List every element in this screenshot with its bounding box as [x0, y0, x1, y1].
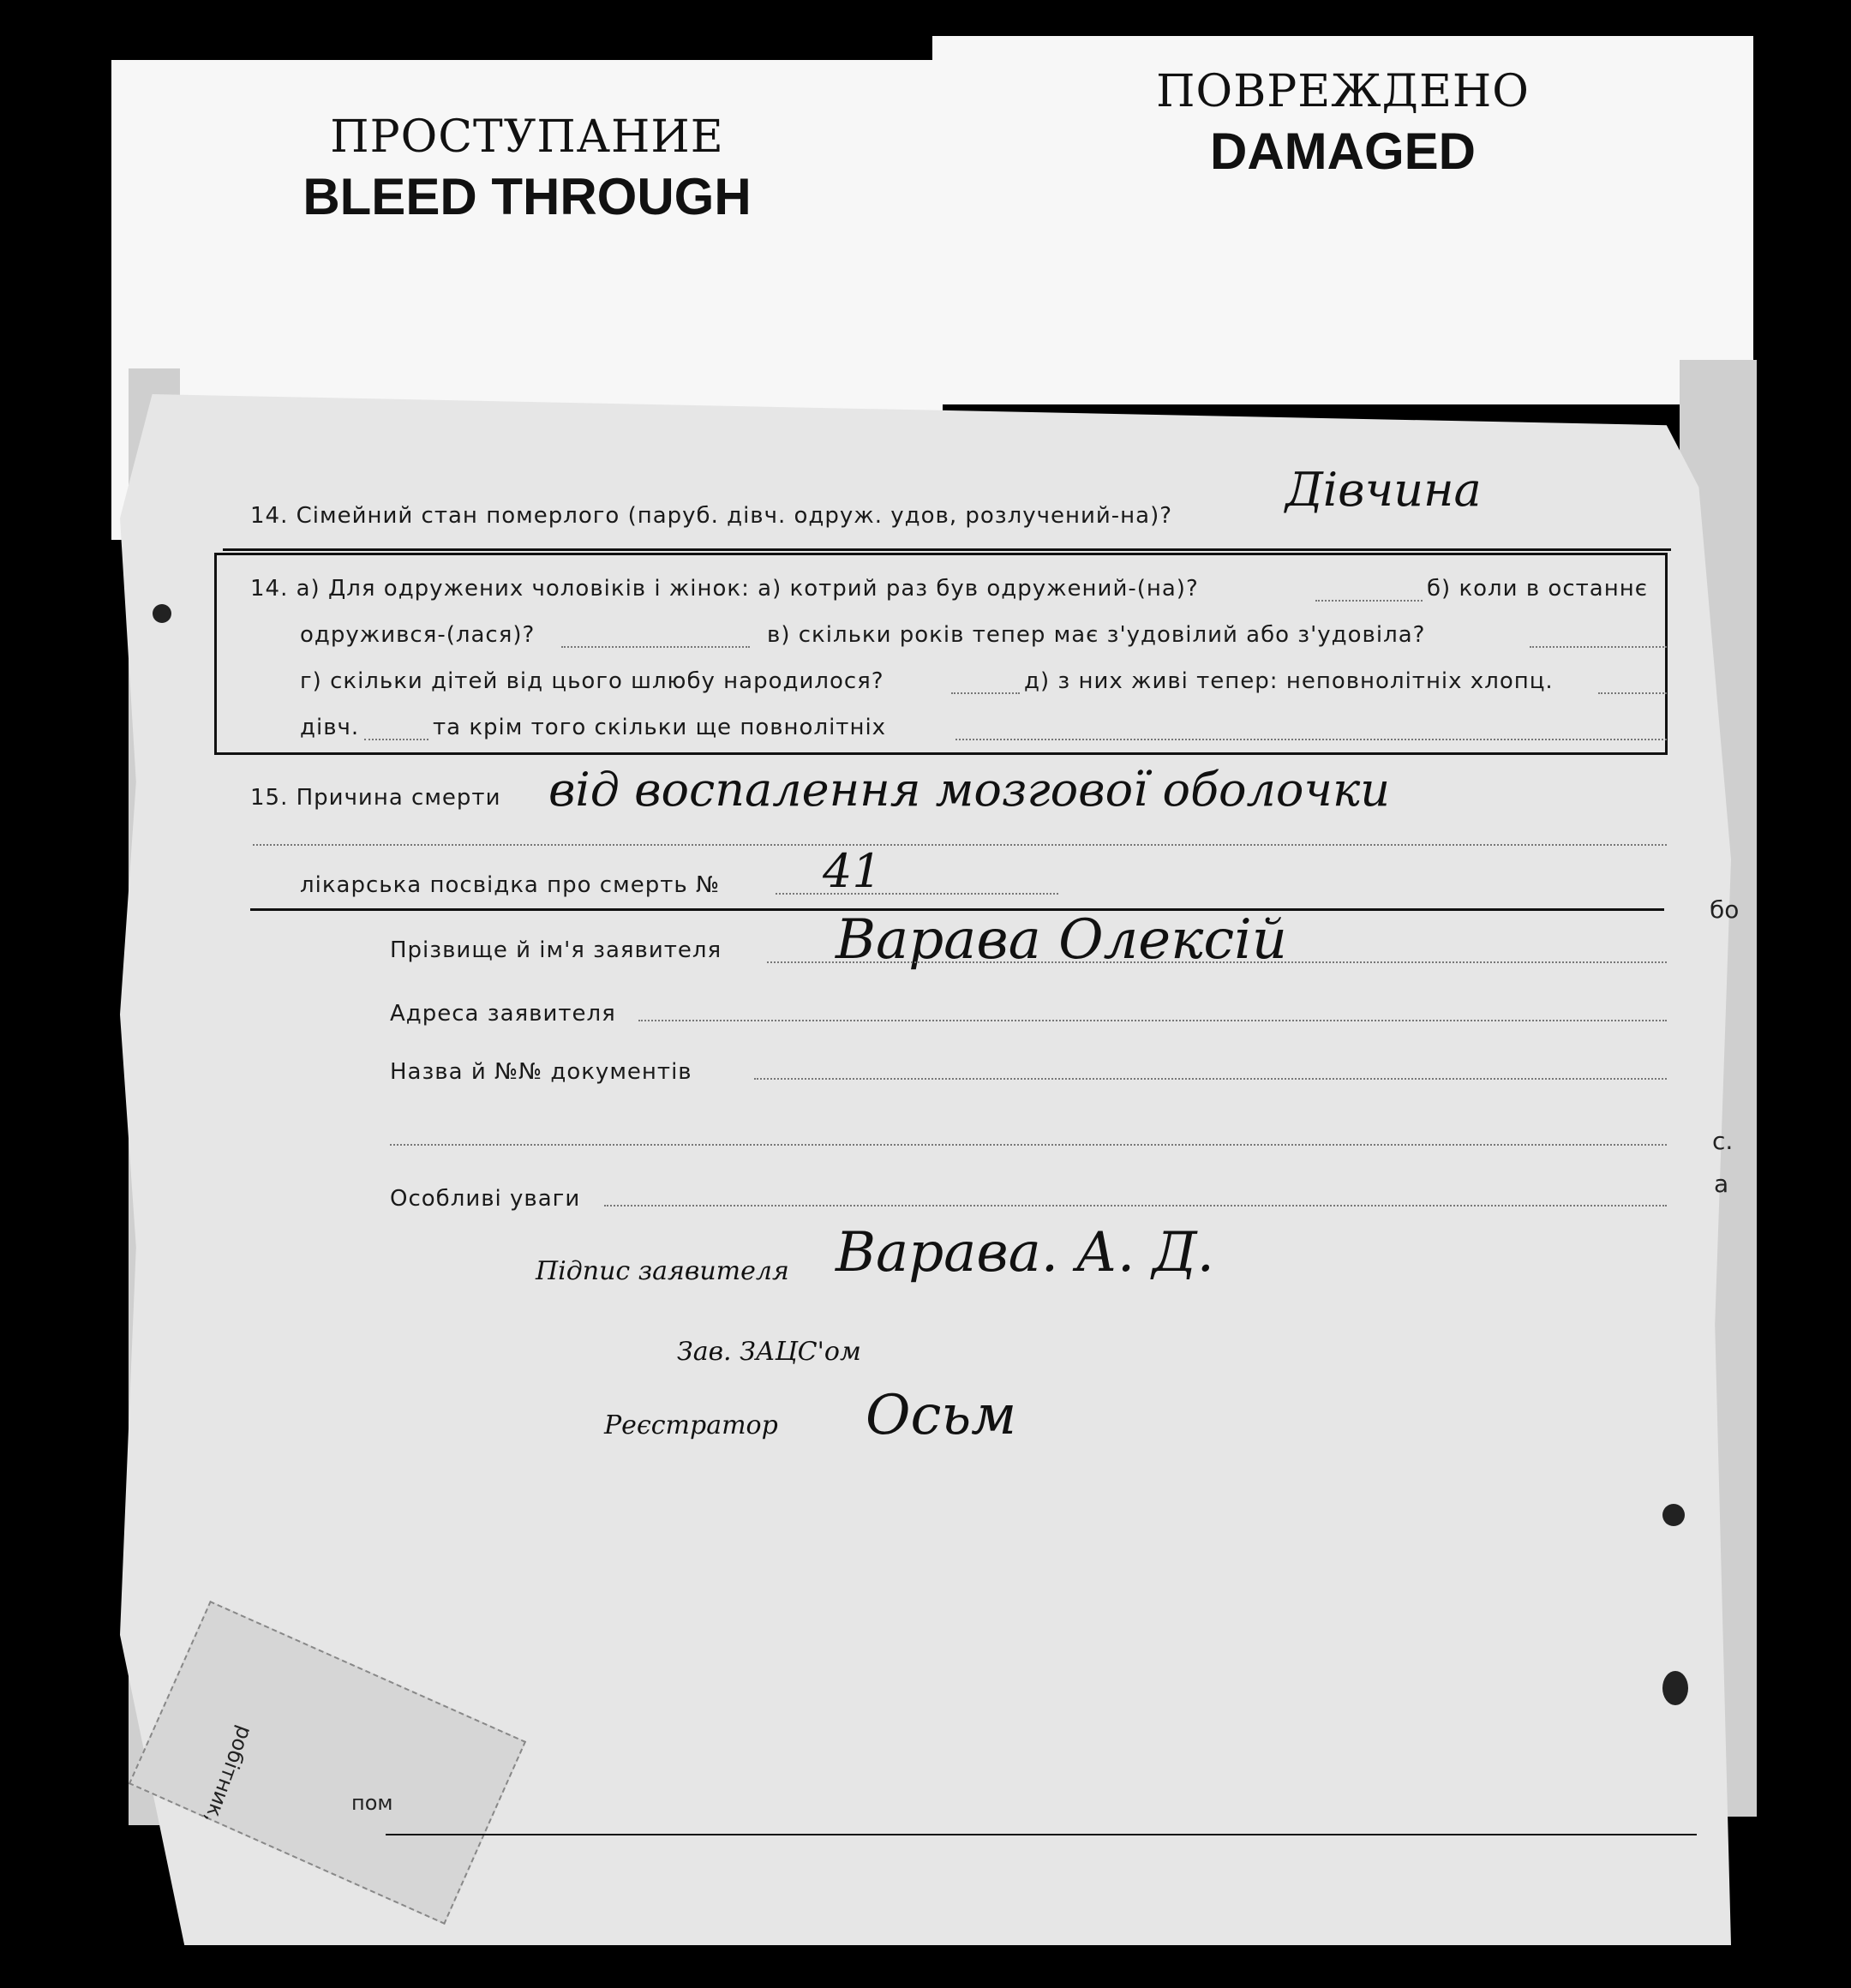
bleed-through-label-ru: ПРОСТУПАНИЕ — [330, 111, 724, 163]
documents-label: Назва й №№ документів — [390, 1059, 692, 1085]
q14a-dotted-field — [951, 692, 1020, 694]
q14a-line-4b: та крім того скільки ще повнолітніх — [433, 715, 887, 740]
q14a-line-2b: в) скільки років тепер має з'удовілий або з'удовіла? — [767, 622, 1426, 648]
documents-dotted-field — [754, 1078, 1667, 1080]
flap-text: робітник, — [200, 1722, 257, 1827]
applicant-signature: Варава. А. Д. — [836, 1221, 1214, 1284]
bleed-through-label-en: BLEED THROUGH — [303, 168, 752, 225]
q14a-line-2: одружився-(лася)? — [300, 622, 536, 648]
registrar-signature: Осьм — [866, 1384, 1017, 1447]
q15-dotted-field — [253, 844, 1667, 846]
damage-hole — [1662, 1504, 1685, 1526]
damaged-label-ru: ПОВРЕЖДЕНО — [1156, 66, 1530, 117]
divider — [223, 548, 1671, 551]
applicant-name-value: Варава Олексій — [836, 908, 1287, 972]
q14a-line-1: 14. а) Для одружених чоловіків і жінок: а) котрий раз був одружений-(на)? — [250, 576, 1199, 602]
head-label: Зав. ЗАЦС'ом — [677, 1337, 861, 1367]
signature-label: Підпис заявителя — [536, 1256, 789, 1286]
q15-cause-value: від воспалення мозгової оболочки — [548, 763, 1391, 817]
punch-hole — [153, 604, 171, 623]
underlying-text-fragment: с. — [1712, 1127, 1734, 1155]
documents-dotted-field-2 — [390, 1144, 1667, 1146]
damaged-label-en: DAMAGED — [1210, 123, 1476, 180]
q14-marital-value: Дівчина — [1285, 463, 1482, 517]
remarks-dotted-field — [604, 1205, 1667, 1207]
q14a-dotted-field — [364, 739, 428, 740]
q15-cause-label: 15. Причина смерти — [250, 785, 501, 811]
q14a-line-3b: д) з них живі тепер: неповнолітніх хлопц. — [1024, 668, 1554, 694]
applicant-name-label: Прізвище й ім'я заявителя — [390, 937, 722, 963]
q14a-dotted-field — [1315, 600, 1423, 602]
remarks-label: Особливі уваги — [390, 1186, 581, 1212]
applicant-name-dotted-field — [767, 961, 1667, 963]
applicant-address-dotted-field — [638, 1020, 1667, 1021]
certificate-value: 41 — [823, 844, 882, 898]
flap-text: пом — [351, 1791, 393, 1815]
q14a-dotted-field — [1598, 692, 1667, 694]
damaged-card — [932, 36, 1753, 404]
certificate-dotted-field — [776, 893, 1058, 895]
q14a-dotted-field — [1530, 646, 1667, 648]
q14a-dotted-field — [561, 646, 750, 648]
q14a-line-3: г) скільки дітей від цього шлюбу народилося? — [300, 668, 884, 694]
damage-hole — [1662, 1671, 1688, 1705]
q14-marital-label: 14. Сімейний стан померлого (паруб. дівч. одруж. удов, розлучений-на)? — [250, 503, 1173, 529]
applicant-address-label: Адреса заявителя — [390, 1001, 616, 1027]
q14a-dotted-field — [955, 739, 1667, 740]
certificate-label: лікарська посвідка про смерть № — [300, 872, 720, 898]
bottom-rule — [386, 1834, 1697, 1835]
underlying-text-fragment: бо — [1710, 895, 1740, 924]
underlying-text-fragment: а — [1714, 1170, 1729, 1198]
registrar-label: Реєстратор — [604, 1410, 778, 1440]
q14a-line-1b: б) коли в останнє — [1427, 576, 1648, 602]
q14a-line-4: дівч. — [300, 715, 360, 740]
